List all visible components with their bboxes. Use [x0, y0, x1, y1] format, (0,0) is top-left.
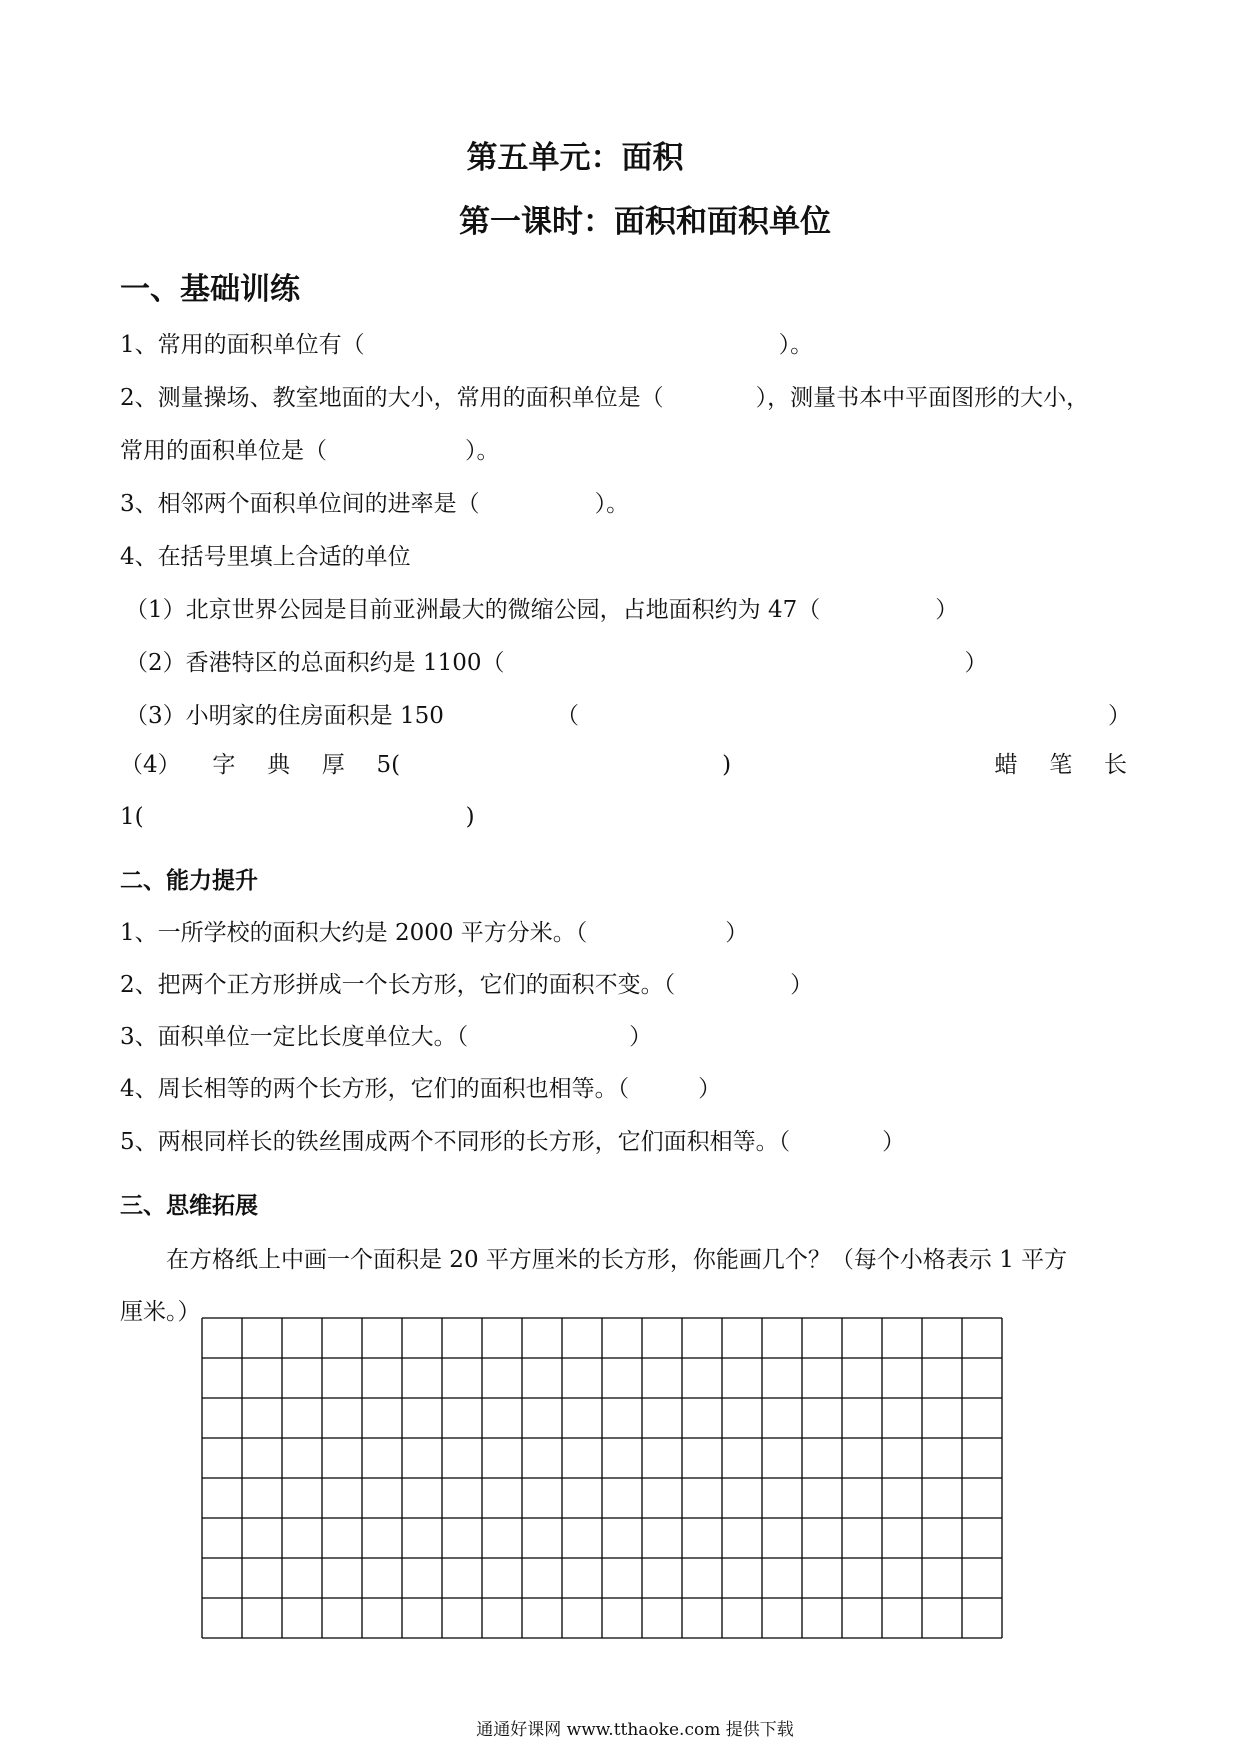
section2-heading: 二、能力提升	[120, 868, 258, 894]
s1-q44-char: 厚	[321, 752, 345, 778]
s1-question-1: 1、常用的面积单位有（ ）。	[120, 332, 814, 358]
s1-question-4-4	[120, 750, 1127, 780]
s1-q44-char: 字	[212, 752, 236, 778]
section3-heading: 三、思维拓展	[120, 1193, 258, 1219]
s1-q44-char: 典	[267, 752, 291, 778]
s1-question-2-line2: 常用的面积单位是（ ）。	[120, 438, 500, 464]
s1-question-4-3-open: （	[556, 703, 579, 729]
s3-text-line2: 厘米。）	[120, 1299, 201, 1325]
s1-q44-char: 蜡	[994, 752, 1018, 778]
unit-title: 第五单元：面积	[466, 140, 684, 176]
s1-question-3: 3、相邻两个面积单位间的进率是（ ）。	[120, 491, 630, 517]
s2-question-3: 3、面积单位一定比长度单位大。（ ）	[120, 1024, 653, 1050]
s3-text-line1: 在方格纸上中画一个面积是 20 平方厘米的长方形，你能画几个？（每个小格表示 1 平方	[120, 1247, 1068, 1273]
s1-question-4-3-close: ）	[1108, 703, 1131, 729]
s1-question-4: 4、在括号里填上合适的单位	[120, 544, 411, 570]
s1-question-4-2: （2）香港特区的总面积约是 1100（ ）	[125, 650, 988, 676]
s2-question-1: 1、一所学校的面积大约是 2000 平方分米。（ ）	[120, 920, 749, 946]
s1-question-4-1: （1）北京世界公园是目前亚洲最大的微缩公园，占地面积约为 47（ ）	[125, 597, 959, 623]
spacer	[763, 750, 963, 780]
square-grid	[200, 1316, 1006, 1640]
s1-question-4-4-cont: 1( )	[120, 804, 475, 830]
s1-q44-blank: 5( )	[376, 752, 732, 778]
s1-question-2-line1: 2、测量操场、教室地面的大小，常用的面积单位是（ ），测量书本中平面图形的大小，	[120, 385, 1090, 411]
s1-q44-char: 长	[1103, 752, 1127, 778]
lesson-subtitle: 第一课时：面积和面积单位	[459, 204, 831, 240]
s2-question-5: 5、两根同样长的铁丝围成两个不同形的长方形，它们面积相等。（ ）	[120, 1129, 906, 1155]
s1-q44-char: 笔	[1049, 752, 1073, 778]
s1-question-4-3: （3）小明家的住房面积是 150	[125, 703, 444, 729]
s1-q44-num: （4）	[120, 752, 181, 778]
section1-heading: 一、基础训练	[120, 272, 300, 307]
s2-question-4: 4、周长相等的两个长方形，它们的面积也相等。（ ）	[120, 1076, 722, 1102]
s2-question-2: 2、把两个正方形拼成一个长方形，它们的面积不变。（ ）	[120, 972, 814, 998]
footer-credit: 通通好课网 www.tthaoke.com 提供下载	[476, 1720, 794, 1740]
